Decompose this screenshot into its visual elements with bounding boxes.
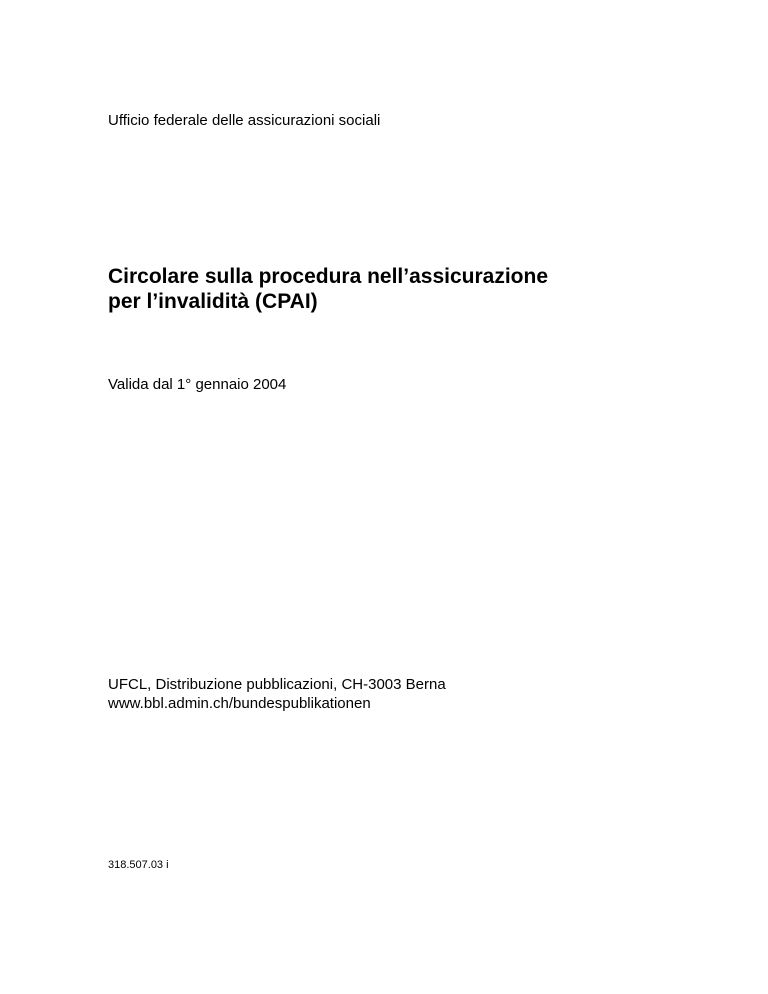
distribution-info bbox=[108, 675, 446, 713]
publication-number: 318.507.03 i bbox=[108, 859, 169, 871]
issuing-agency: Ufficio federale delle assicurazioni sociali bbox=[108, 112, 381, 129]
validity-date: Valida dal 1° gennaio 2004 bbox=[108, 376, 287, 393]
distribution-website: www.bbl.admin.ch/bundespublikationen bbox=[108, 695, 371, 712]
title-line-1: Circolare sulla procedura nell’assicurazione bbox=[108, 265, 549, 288]
document-title bbox=[108, 264, 548, 314]
title-line-2: per l’invalidità (CPAI) bbox=[108, 290, 318, 313]
distribution-address: UFCL, Distribuzione pubblicazioni, CH-3003 Berna bbox=[108, 676, 446, 693]
